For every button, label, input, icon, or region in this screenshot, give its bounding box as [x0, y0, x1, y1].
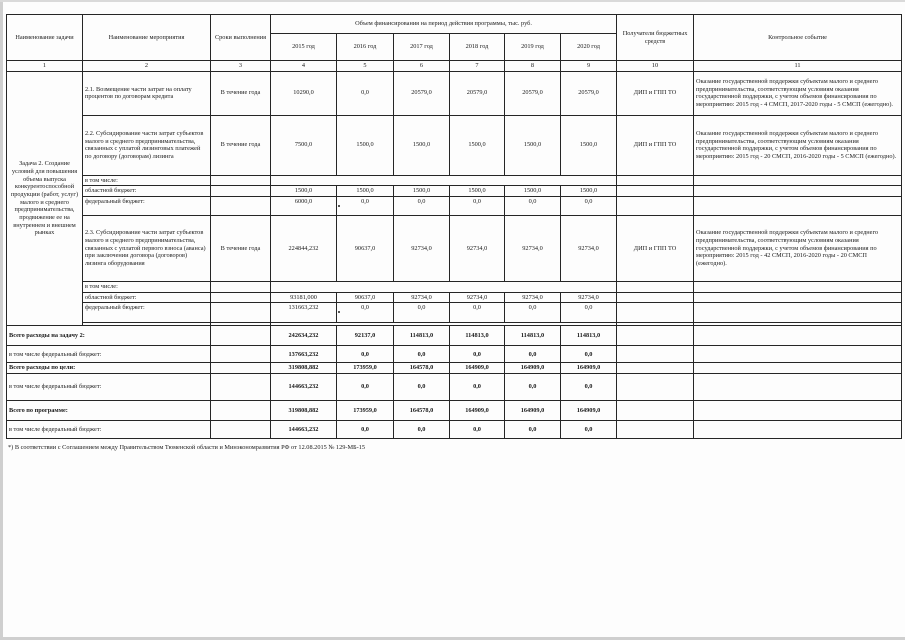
- column-number: 11: [694, 61, 902, 72]
- empty-cell: [617, 363, 694, 374]
- value-cell: 114813,0: [561, 326, 617, 346]
- event-name: 2.1. Возмещение части затрат на оплату процентов по договорам кредита: [83, 71, 211, 115]
- empty-cell: [211, 186, 271, 197]
- value-cell: 0,0: [394, 374, 450, 401]
- value-cell: 0,0: [505, 421, 561, 439]
- empty-cell: [211, 346, 271, 363]
- federal-budget-label: федеральный бюджет:: [83, 197, 211, 216]
- column-number: 5: [337, 61, 394, 72]
- header-task: Наименование задачи: [7, 15, 83, 61]
- value-cell: 224844,232: [271, 216, 337, 282]
- event-term: В течение года: [211, 115, 271, 175]
- value-cell: 20579,0: [505, 71, 561, 115]
- empty-cell: [694, 326, 902, 346]
- value-cell: 92734,0: [561, 292, 617, 303]
- value-cell: 0,0: [394, 303, 450, 323]
- value-cell: 92734,0: [561, 216, 617, 282]
- column-number: 2: [83, 61, 211, 72]
- empty-cell: [617, 421, 694, 439]
- value-cell: 0,0: [561, 197, 617, 216]
- control-event: Оказание государственной поддержки субъектам малого и среднего предпринимательства, соответствующим условиям оказания государственной поддержки, с учетом объемов финансирования по мероприятию: 2015 год - 42 СМСП, 2016-2020 годы - 20 СМСП (ежегодно).: [694, 216, 902, 282]
- column-number: 10: [617, 61, 694, 72]
- value-cell: 1500,0: [450, 186, 505, 197]
- value-cell: 92734,0: [505, 292, 561, 303]
- header-control: Контрольное событие: [694, 15, 902, 61]
- value-cell: 1500,0: [394, 186, 450, 197]
- regional-budget-label: областной бюджет:: [83, 186, 211, 197]
- empty-cell: [617, 282, 694, 293]
- value-cell: 319808,882: [271, 363, 337, 374]
- value-cell: 92734,0: [450, 216, 505, 282]
- header-year: 2015 год: [271, 34, 337, 61]
- recipient-cell: ДИП и ГПП ТО: [617, 216, 694, 282]
- value-cell: 0,0: [505, 346, 561, 363]
- value-cell: 92137,0: [337, 326, 394, 346]
- scan-speck: [338, 205, 340, 207]
- column-number: 6: [394, 61, 450, 72]
- event-name: 2.2. Субсидирование части затрат субъектов малого и среднего предпринимательства, связанных с уплатой лизинговых платежей по договору (договорам) лизинга: [83, 115, 211, 175]
- value-cell: 1500,0: [505, 186, 561, 197]
- column-number: 9: [561, 61, 617, 72]
- scan-edge-top: [0, 0, 905, 2]
- header-financing: Объем финансирования на период действия программы, тыс. руб.: [271, 15, 617, 34]
- header-year: 2018 год: [450, 34, 505, 61]
- control-event: Оказание государственной поддержки субъектам малого и среднего предпринимательства, соответствующим условиям оказания государственной поддержки, с учетом объемов финансирования по мероприятию: 2015 год - 4 СМСП, 2017-2020 годы - 5 СМСП (ежегодно).: [694, 71, 902, 115]
- column-number: 8: [505, 61, 561, 72]
- value-cell: 1500,0: [561, 186, 617, 197]
- value-cell: 0,0: [394, 346, 450, 363]
- header-year: 2019 год: [505, 34, 561, 61]
- empty-cell: [694, 282, 902, 293]
- including-label: в том числе:: [83, 282, 211, 293]
- value-cell: 90637,0: [337, 216, 394, 282]
- column-number: 4: [271, 61, 337, 72]
- header-year: 2017 год: [394, 34, 450, 61]
- value-cell: 0,0: [337, 421, 394, 439]
- value-cell: 0,0: [561, 303, 617, 323]
- task-cell: Задача 2. Создание условий для повышения объема выпуска конкурентоспособной продукции (работ, услуг) малого и среднего предпринимательства, продвижение ее на внутреннем и внешнем рынках: [7, 71, 83, 326]
- value-cell: 6000,0: [271, 197, 337, 216]
- empty-cell: [617, 175, 694, 186]
- value-cell: 0,0: [394, 421, 450, 439]
- value-cell: 164909,0: [505, 363, 561, 374]
- regional-budget-label: областной бюджет:: [83, 292, 211, 303]
- value-cell: 0,0: [561, 421, 617, 439]
- value-cell: 10290,0: [271, 71, 337, 115]
- column-number: 7: [450, 61, 505, 72]
- value-cell: 0,0: [450, 421, 505, 439]
- recipient-cell: ДИП и ГПП ТО: [617, 71, 694, 115]
- financing-table: [6, 14, 902, 439]
- value-cell: 93181,000: [271, 292, 337, 303]
- value-cell: 0,0: [561, 374, 617, 401]
- value-cell: 92734,0: [394, 216, 450, 282]
- empty-cell: [211, 363, 271, 374]
- value-cell: 0,0: [450, 197, 505, 216]
- empty-cell: [211, 303, 271, 323]
- footnote: *) В соответствии с Соглашением между Правительством Тюменской области и Минэкономразвития РФ от 12.08.2015 № 129-МБ-15: [8, 444, 366, 451]
- value-cell: 173959,0: [337, 363, 394, 374]
- value-cell: 20579,0: [394, 71, 450, 115]
- empty-cell: [617, 401, 694, 421]
- including-label: в том числе:: [83, 175, 211, 186]
- value-cell: 0,0: [505, 197, 561, 216]
- value-cell: 114813,0: [394, 326, 450, 346]
- value-cell: 20579,0: [561, 71, 617, 115]
- column-number: 1: [7, 61, 83, 72]
- total-program-federal-label: в том числе федеральный бюджет:: [7, 421, 211, 439]
- scan-speck: [338, 311, 340, 313]
- value-cell: 144663,232: [271, 421, 337, 439]
- value-cell: 90637,0: [337, 292, 394, 303]
- value-cell: 164909,0: [450, 363, 505, 374]
- value-cell: 164909,0: [450, 401, 505, 421]
- value-cell: 164578,0: [394, 363, 450, 374]
- total-goal-federal-label: в том числе федеральный бюджет:: [7, 374, 211, 401]
- scan-edge-left: [0, 0, 3, 640]
- empty-cell: [617, 374, 694, 401]
- value-cell: 92734,0: [505, 216, 561, 282]
- header-year: 2020 год: [561, 34, 617, 61]
- empty-cell: [211, 292, 271, 303]
- empty-cell: [694, 175, 902, 186]
- value-cell: 1500,0: [337, 115, 394, 175]
- value-cell: 0,0: [337, 303, 394, 323]
- value-cell: 164909,0: [505, 401, 561, 421]
- empty-cell: [617, 326, 694, 346]
- empty-cell: [694, 363, 902, 374]
- empty-cell: [271, 175, 617, 186]
- empty-cell: [694, 197, 902, 216]
- control-event: Оказание государственной поддержки субъектам малого и среднего предпринимательства, соответствующим условиям оказания государственной поддержки, с учетом объемов финансирования по мероприятию: 2015 год - 20 СМСП, 2016-2020 годы - 5 СМСП (ежегодно).: [694, 115, 902, 175]
- empty-cell: [694, 346, 902, 363]
- empty-cell: [211, 197, 271, 216]
- header-recipient: Получатели бюджетных средств: [617, 15, 694, 61]
- value-cell: 0,0: [450, 303, 505, 323]
- value-cell: 144663,232: [271, 374, 337, 401]
- value-cell: 131663,232: [271, 303, 337, 323]
- value-cell: 319808,882: [271, 401, 337, 421]
- value-cell: 0,0: [505, 303, 561, 323]
- value-cell: 0,0: [561, 346, 617, 363]
- header-event: Наименование мероприятия: [83, 15, 211, 61]
- value-cell: 0,0: [337, 71, 394, 115]
- total-program-label: Всего по программе:: [7, 401, 211, 421]
- value-cell: 0,0: [394, 197, 450, 216]
- federal-budget-label: федеральный бюджет:: [83, 303, 211, 323]
- value-cell: 20579,0: [450, 71, 505, 115]
- empty-cell: [211, 175, 271, 186]
- value-cell: 92734,0: [394, 292, 450, 303]
- event-term: В течение года: [211, 71, 271, 115]
- total-task-label: Всего расходы на задачу 2:: [7, 326, 211, 346]
- empty-cell: [211, 374, 271, 401]
- value-cell: 0,0: [337, 346, 394, 363]
- value-cell: 242634,232: [271, 326, 337, 346]
- empty-cell: [617, 292, 694, 303]
- value-cell: 0,0: [450, 374, 505, 401]
- value-cell: 114813,0: [450, 326, 505, 346]
- empty-cell: [211, 282, 271, 293]
- value-cell: 0,0: [337, 374, 394, 401]
- value-cell: 1500,0: [394, 115, 450, 175]
- empty-cell: [617, 197, 694, 216]
- header-terms: Сроки выполнения: [211, 15, 271, 61]
- empty-cell: [211, 326, 271, 346]
- empty-cell: [271, 282, 617, 293]
- empty-cell: [694, 292, 902, 303]
- empty-cell: [617, 346, 694, 363]
- value-cell: 92734,0: [450, 292, 505, 303]
- empty-cell: [694, 421, 902, 439]
- value-cell: 1500,0: [337, 186, 394, 197]
- value-cell: 164909,0: [561, 401, 617, 421]
- event-name: 2.3. Субсидирование части затрат субъектов малого и среднего предпринимательства, связанных с уплатой первого взноса (аванса) при заключении договора (договоров) лизинга оборудования: [83, 216, 211, 282]
- value-cell: 1500,0: [505, 115, 561, 175]
- event-term: В течение года: [211, 216, 271, 282]
- value-cell: 173959,0: [337, 401, 394, 421]
- value-cell: 137663,232: [271, 346, 337, 363]
- empty-cell: [694, 374, 902, 401]
- empty-cell: [694, 303, 902, 323]
- recipient-cell: ДИП и ГПП ТО: [617, 115, 694, 175]
- value-cell: 0,0: [450, 346, 505, 363]
- total-task-federal-label: в том числе федеральный бюджет:: [7, 346, 211, 363]
- value-cell: 114813,0: [505, 326, 561, 346]
- empty-cell: [617, 186, 694, 197]
- value-cell: 164909,0: [561, 363, 617, 374]
- value-cell: 1500,0: [450, 115, 505, 175]
- value-cell: 1500,0: [561, 115, 617, 175]
- value-cell: 1500,0: [271, 186, 337, 197]
- empty-cell: [211, 421, 271, 439]
- empty-cell: [617, 303, 694, 323]
- value-cell: 0,0: [505, 374, 561, 401]
- value-cell: 164578,0: [394, 401, 450, 421]
- header-year: 2016 год: [337, 34, 394, 61]
- column-number: 3: [211, 61, 271, 72]
- total-goal-label: Всего расходы по цели:: [7, 363, 211, 374]
- value-cell: 0,0: [337, 197, 394, 216]
- empty-cell: [694, 186, 902, 197]
- empty-cell: [694, 401, 902, 421]
- value-cell: 7500,0: [271, 115, 337, 175]
- empty-cell: [211, 401, 271, 421]
